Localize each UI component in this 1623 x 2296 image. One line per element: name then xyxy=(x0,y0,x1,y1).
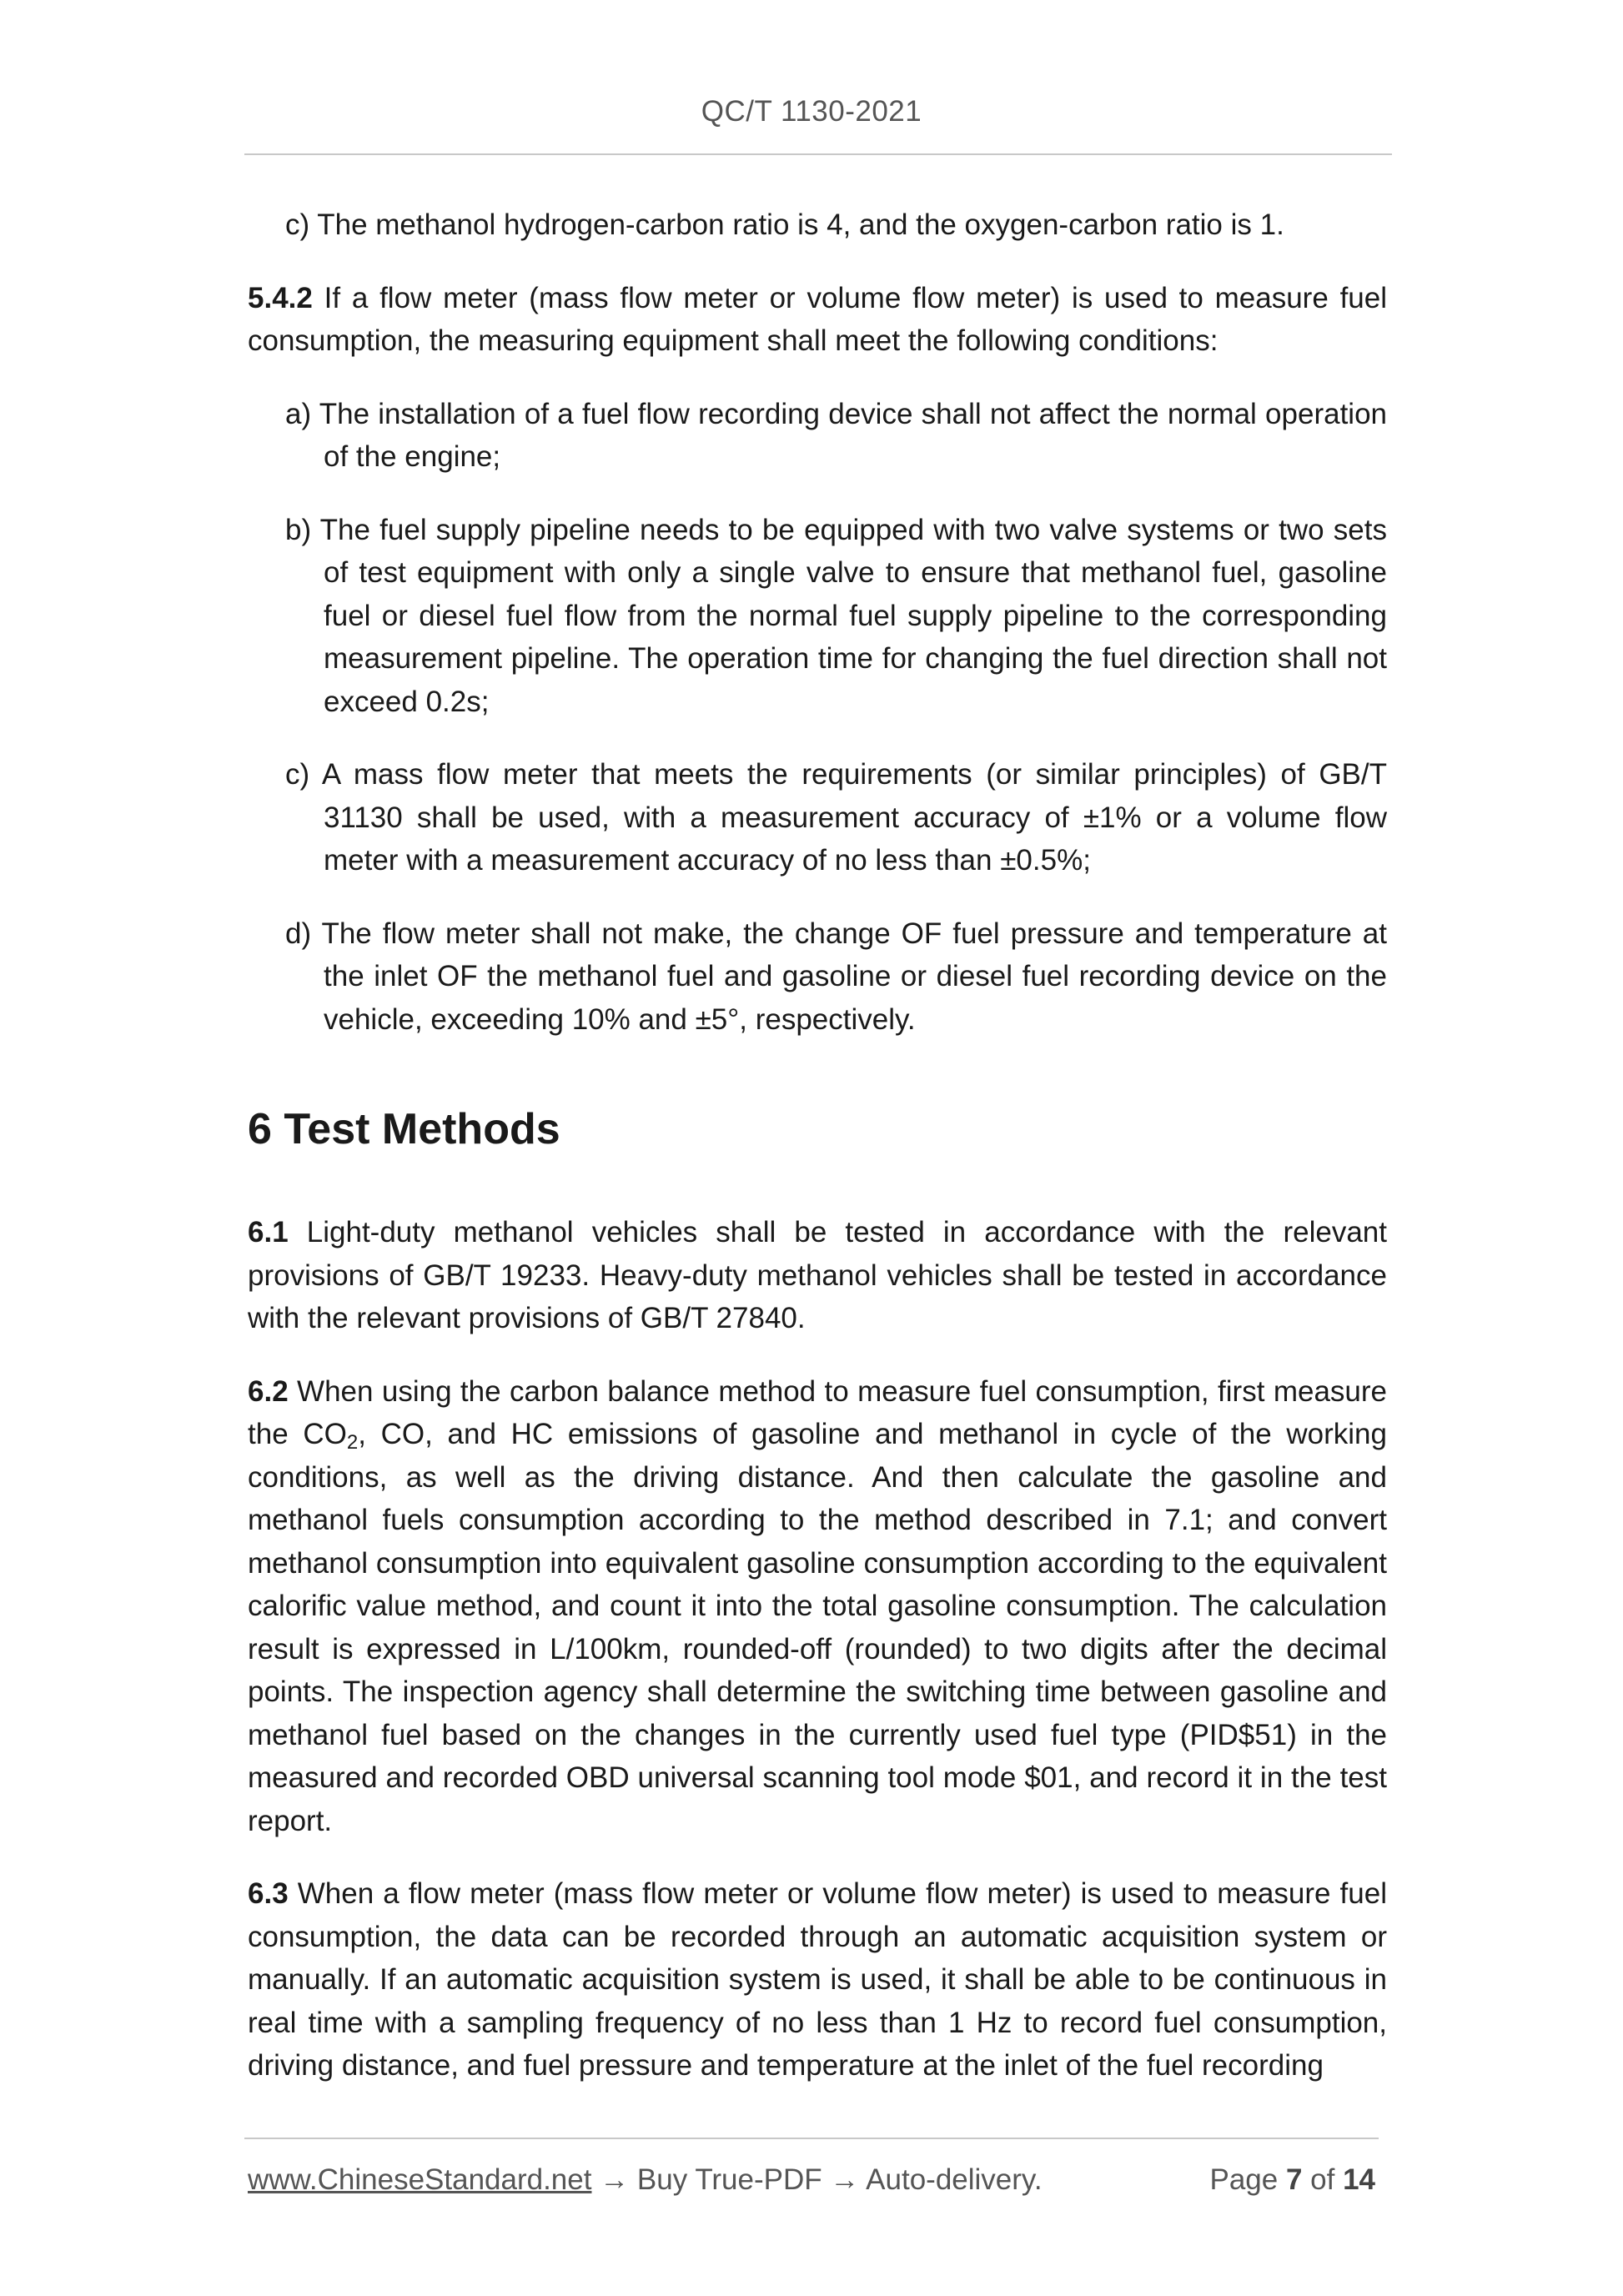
current-page-number: 7 xyxy=(1285,2163,1303,2196)
page-label: Page xyxy=(1209,2163,1286,2196)
co2-subscript: 2 xyxy=(346,1431,359,1454)
clause-number: 6.1 xyxy=(248,1216,289,1248)
list-item-5-4-1-c: c) The methanol hydrogen-carbon ratio is 4, and the oxygen-carbon ratio is 1. xyxy=(285,208,1284,241)
clause-6-2 xyxy=(248,1370,1387,1843)
clause-number: 6.3 xyxy=(248,1877,289,1910)
clause-text: Light-duty methanol vehicles shall be tested in accordance with the relevant provisions of GB/T 19233. Heavy-duty methanol vehicles shall be tested in accordance with the relevant provisions of GB/T 27840. xyxy=(248,1216,1387,1334)
list-item-5-4-2-c: c) A mass flow meter that meets the requirements (or similar principles) of GB/T 31130 shall be used, with a measurement accuracy of ±1% or a volume flow meter with a measurement accuracy of no less than ±0.5%; xyxy=(285,758,1387,877)
list-item-5-4-2-a: a) The installation of a fuel flow recording device shall not affect the normal operation of the engine; xyxy=(285,397,1387,473)
footer-promo xyxy=(248,2163,1043,2197)
website-link[interactable]: www.ChineseStandard.net xyxy=(248,2163,592,2196)
clause-number: 6.2 xyxy=(248,1374,289,1408)
list-item-5-4-2-d: d) The flow meter shall not make, the change OF fuel pressure and temperature at the inlet OF the methanol fuel and gasoline or diesel fuel recording device on the vehicle, exceeding 10% and ±5°, respectively. xyxy=(285,917,1387,1036)
document-header-title: QC/T 1130-2021 xyxy=(701,95,922,128)
clause-number: 5.4.2 xyxy=(248,281,313,314)
list-item-5-4-2-b: b) The fuel supply pipeline needs to be equipped with two valve systems or two sets of test equipment with only a single valve to ensure that methanol fuel, gasoline fuel or diesel fuel flow from the normal fuel supply pipeline to the corresponding measurement pipeline. The operation time for changing the fuel direction shall not exceed 0.2s; xyxy=(285,513,1387,718)
page-indicator xyxy=(1209,2163,1375,2197)
clause-text-before-subscript: When using the carbon balance method to measure fuel consumption, first measure the CO xyxy=(248,1374,1387,1450)
section-heading-6: 6 Test Methods xyxy=(248,1105,560,1153)
clause-text: If a flow meter (mass flow meter or volume flow meter) is used to measure fuel consumption, the measuring equipment shall meet the following conditions: xyxy=(248,281,1387,357)
clause-text-after-subscript: , CO, and HC emissions of gasoline and methanol in cycle of the working conditions, as well as the driving distance. And then calculate the gasoline and methanol fuels consumption according to the method described in 7.1; and convert methanol consumption into equivalent gasoline consumption according to the equivalent calorific value method, and count it into the total gasoline consumption. The calculation result is expressed in L/100km, rounded-off (rounded) to two digits after the decimal points. The inspection agency shall determine the switching time between gasoline and methanol fuel based on the changes in the currently used fuel type (PID$51) in the measured and recorded OBD universal scanning tool mode $01, and record it in the test report. xyxy=(248,1418,1387,1837)
footer-tagline: → Buy True-PDF → Auto-delivery. xyxy=(591,2163,1043,2196)
clause-text: When a flow meter (mass flow meter or volume flow meter) is used to measure fuel consumption, the data can be recorded through an automatic acquisition system or manually. If an automatic acquisition system is used, it shall be able to be continuous in real time with a sampling frequency of no less than 1 Hz to record fuel consumption, driving distance, and fuel pressure and temperature at the inlet of the fuel recording xyxy=(248,1877,1387,2082)
total-pages-number: 14 xyxy=(1343,2163,1375,2196)
clause-6-1 xyxy=(248,1211,1387,1340)
clause-5-4-2 xyxy=(248,277,1387,363)
header-divider xyxy=(244,153,1392,155)
document-body xyxy=(248,203,1387,2118)
of-label: of xyxy=(1302,2163,1344,2196)
footer-divider xyxy=(244,2138,1379,2139)
clause-6-3 xyxy=(248,1872,1387,2088)
